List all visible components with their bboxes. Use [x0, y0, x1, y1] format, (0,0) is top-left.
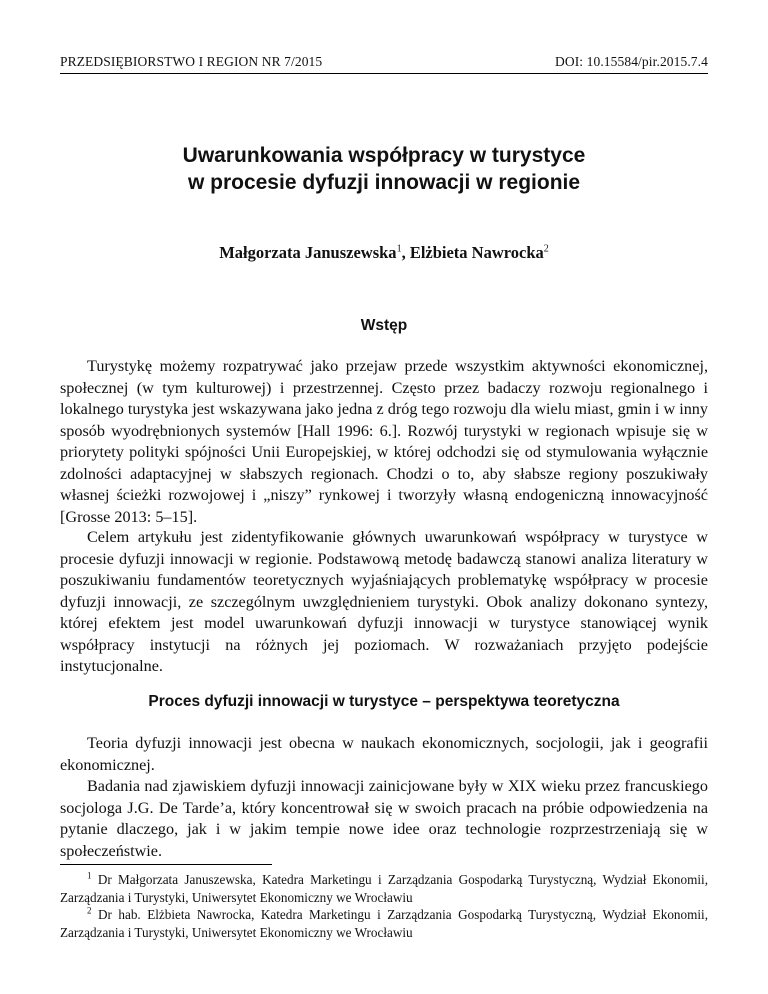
footnote-2-text: Dr hab. Elżbieta Nawrocka, Katedra Marketingu i Zarządzania Gospodarką Turystyczną, Wydział Ekonomii, Zarządzania i Turystyki, Uniwersytet Ekonomiczny we Wrocławiu — [60, 907, 708, 940]
author-2-footnote-marker: 2 — [543, 243, 549, 255]
author-1-footnote-marker: 1 — [396, 243, 402, 255]
author-2: Elżbieta Nawrocka — [409, 243, 544, 262]
footnote-1 — [60, 871, 708, 906]
doi-label: DOI: 10.15584/pir.2015.7.4 — [555, 54, 708, 69]
article-page — [60, 0, 708, 994]
author-1: Małgorzata Januszewska — [219, 243, 397, 262]
title-line-2: w procesie dyfuzji innowacji w regionie — [187, 171, 581, 194]
section-heading-diffusion: Proces dyfuzji innowacji w turystyce – perspektywa teoretyczna — [148, 693, 620, 710]
article-title — [60, 142, 708, 196]
footnote-divider — [60, 864, 272, 865]
footnote-1-marker: 1 — [87, 870, 92, 881]
footnote-2-marker: 2 — [87, 905, 92, 916]
footnote-1-text: Dr Małgorzata Januszewska, Katedra Marketingu i Zarządzania Gospodarką Turystyczną, Wydział Ekonomii, Zarządzania i Turystyki, Uniwersytet Ekonomiczny we Wrocławiu — [60, 872, 708, 905]
running-header — [60, 54, 708, 70]
body-paragraph-2: Celem artykułu jest zidentyfikowanie głównych uwarunkowań współpracy w turystyce w procesie dyfuzji innowacji w regionie. Podstawową metodę badawczą stanowi analiza literatury w poszukiwaniu fundamentów teoretycznych wyjaśniających problematykę współpracy w procesie dyfuzji innowacji, ze szczególnym uwzględnieniem turystyki. Obok analizy dokonano syntezy, której efektem jest model uwarunkowań dyfuzji innowacji w turystyce stanowiącej wynik współpracy instytucji na różnych jej poziomach. W rozważaniach przyjęto podejście instytucjonalne. — [60, 528, 708, 675]
header-divider — [60, 73, 708, 74]
section-heading-intro: Wstęp — [360, 317, 408, 334]
journal-name: PRZEDSIĘBIORSTWO I REGION NR 7/2015 — [60, 54, 323, 69]
body-paragraph-4: Badania nad zjawiskiem dyfuzji innowacji zainicjowane były w XIX wieku przez francuskiego socjologa J.G. De Tarde’a, który koncentrował się w swoich pracach na próbie odpowiedzenia na pytanie dlaczego, jak i w jakim tempie nowe idee oraz technologie rozprzestrzeniają się w społeczeństwie. — [60, 777, 708, 860]
footnote-2 — [60, 906, 708, 941]
author-list — [60, 243, 708, 263]
body-paragraph-3: Teoria dyfuzji innowacji jest obecna w naukach ekonomicznych, socjologii, jak i geografii ekonomicznej. — [60, 734, 708, 774]
title-line-1: Uwarunkowania współpracy w turystyce — [182, 144, 586, 167]
author-separator: , — [401, 243, 410, 262]
footnotes — [60, 871, 708, 941]
body-paragraph-1: Turystykę możemy rozpatrywać jako przejaw przede wszystkim aktywności ekonomicznej, społecznej (w tym kulturowej) i przestrzennej. Często przez badaczy rozwoju regionalnego i lokalnego turystyka jest wskazywana jako jedna z dróg tego rozwoju dla wielu miast, gmin i w inny sposób wyodrębnionych systemów [Hall 1996: 6.]. Rozwój turystyki w regionach wpisuje się w priorytety polityki spójności Unii Europejskiej, w której odchodzi się od stymulowania wyłącznie zdolności adaptacyjnej w słabszych regionach. Chodzi o to, aby słabsze regiony poszukiwały własnej ścieżki rozwojowej i „niszy” rynkowej i tworzyły własną endogeniczną innowacyjność [Grosse 2013: 5–15]. — [60, 357, 708, 526]
